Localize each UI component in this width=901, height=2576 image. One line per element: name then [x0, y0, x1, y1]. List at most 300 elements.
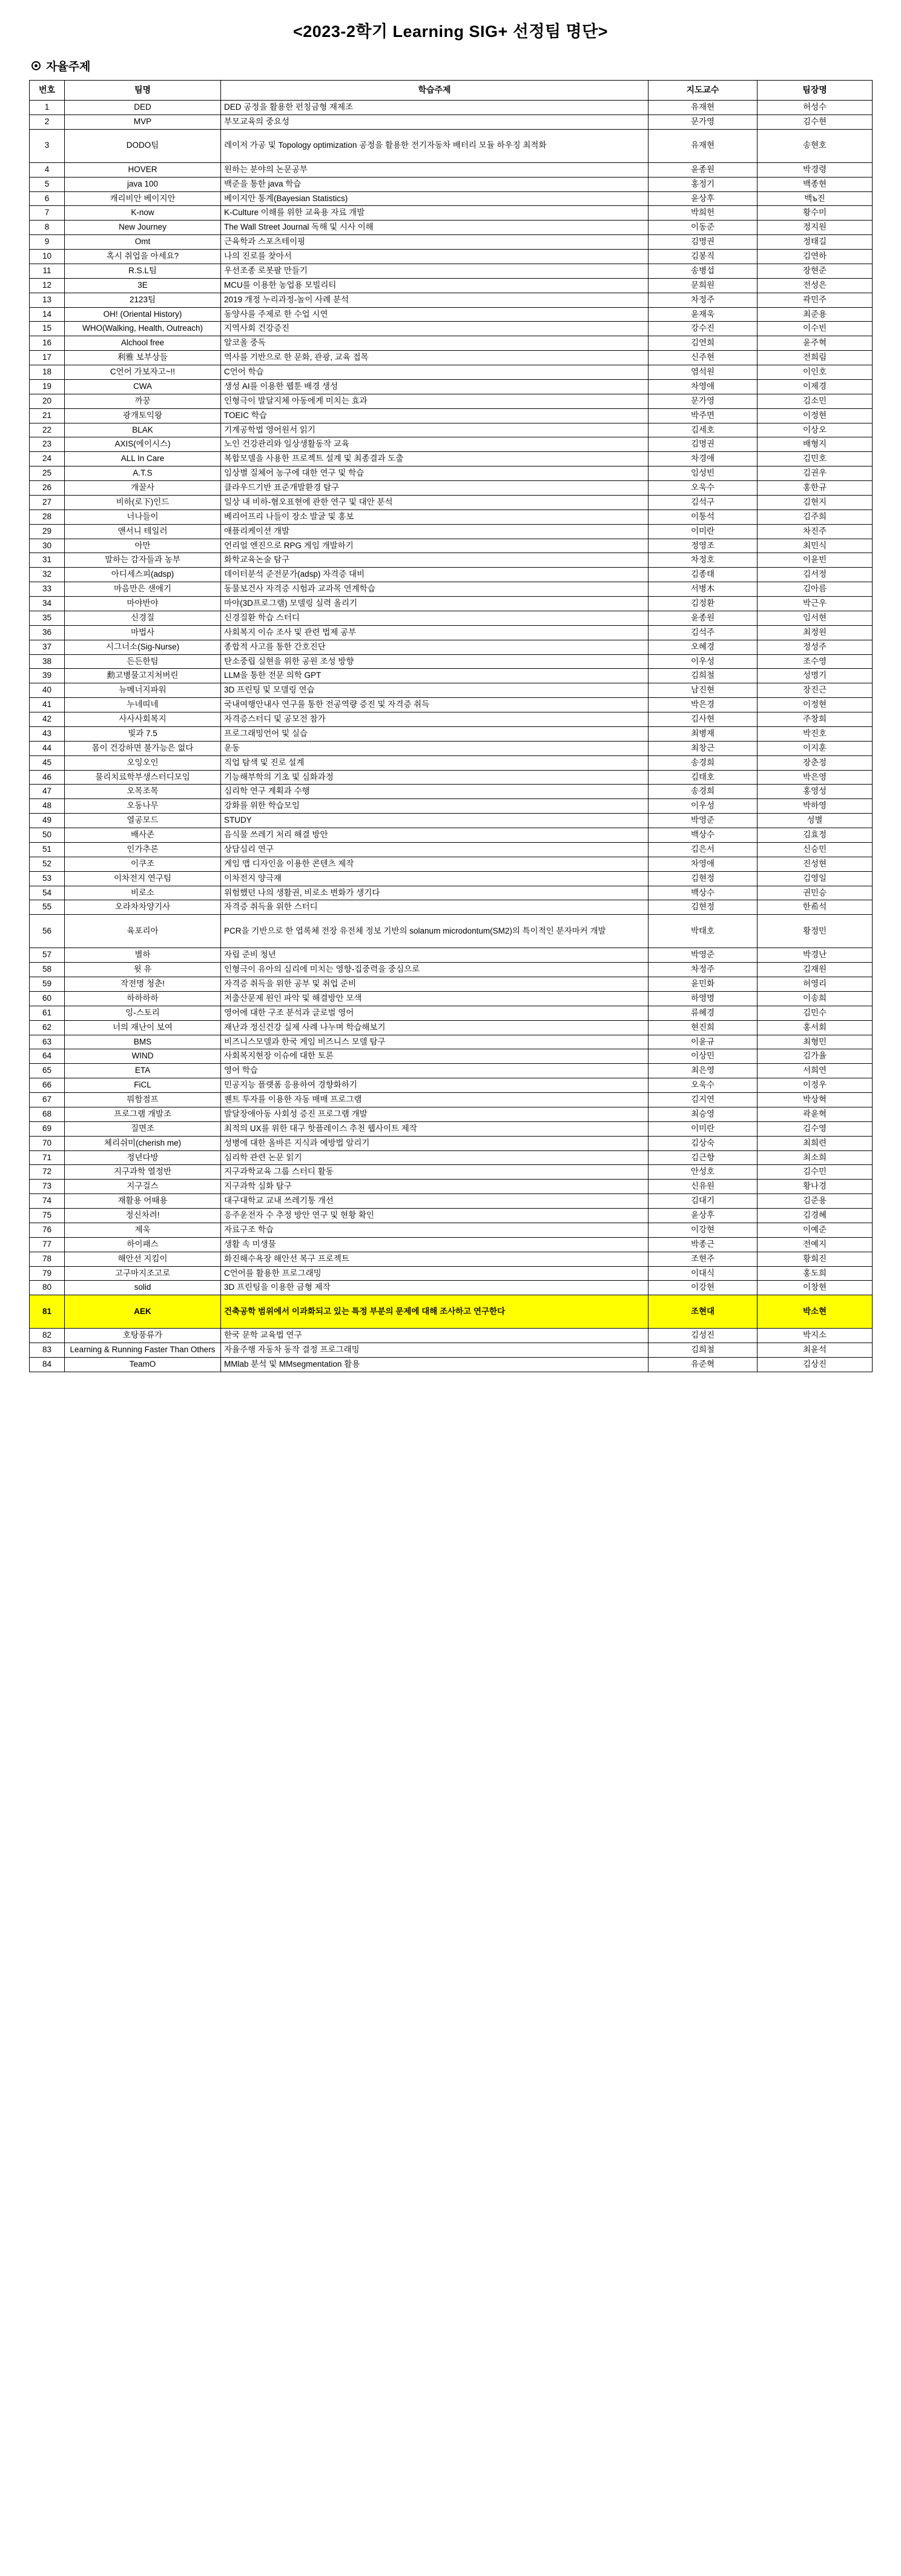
cell-no: 58: [30, 963, 65, 977]
cell-leader: 전희림: [757, 351, 873, 365]
cell-leader: 정지원: [757, 221, 873, 235]
cell-topic: MCU를 이용한 농업용 모빌리티: [221, 278, 649, 293]
cell-team: 혹시 취업을 아세요?: [65, 250, 221, 264]
cell-topic: 나의 진로를 찾아서: [221, 250, 649, 264]
cell-leader: 박지소: [757, 1329, 873, 1343]
cell-team: WHO(Walking, Health, Outreach): [65, 322, 221, 336]
cell-professor: 이윤규: [649, 1035, 757, 1049]
cell-topic: 퀜트 투자를 이용한 자동 매매 프로그램: [221, 1093, 649, 1107]
cell-no: 29: [30, 524, 65, 539]
cell-team: 열공모드: [65, 814, 221, 828]
cell-topic: 발달장애아동 사회성 증진 프로그램 개발: [221, 1107, 649, 1121]
cell-no: 10: [30, 250, 65, 264]
cell-no: 18: [30, 365, 65, 380]
cell-leader: 김효정: [757, 828, 873, 843]
cell-team: Alchool free: [65, 336, 221, 351]
cell-professor: 차정주: [649, 963, 757, 977]
cell-team: 뭐함점프: [65, 1093, 221, 1107]
cell-leader: 최윤석: [757, 1343, 873, 1358]
cell-team: 시그너소(Sig-Nurse): [65, 640, 221, 654]
table-row: [30, 698, 873, 712]
cell-no: 81: [30, 1295, 65, 1329]
cell-no: 3: [30, 129, 65, 162]
table-row: [30, 1165, 873, 1180]
cell-team: 말하는 감자들과 농부: [65, 553, 221, 568]
cell-leader: 허성수: [757, 101, 873, 115]
table-row: [30, 1343, 873, 1358]
cell-team: 질면조: [65, 1121, 221, 1136]
cell-leader: 곽민주: [757, 293, 873, 307]
cell-team: K-now: [65, 206, 221, 221]
table-row: [30, 394, 873, 408]
cell-no: 36: [30, 625, 65, 640]
cell-no: 14: [30, 307, 65, 322]
cell-leader: 김경혜: [757, 1209, 873, 1223]
cell-team: 비로소: [65, 886, 221, 900]
table-row: [30, 481, 873, 496]
cell-topic: TOEIC 학습: [221, 408, 649, 423]
cell-no: 7: [30, 206, 65, 221]
cell-team: AXIS(에이시스): [65, 437, 221, 452]
cell-leader: 김수영: [757, 1121, 873, 1136]
cell-leader: 김아름: [757, 582, 873, 597]
cell-team: New Journey: [65, 221, 221, 235]
cell-leader: 주창희: [757, 712, 873, 727]
cell-leader: 윤주혁: [757, 336, 873, 351]
cell-no: 63: [30, 1035, 65, 1049]
cell-no: 42: [30, 712, 65, 727]
cell-professor: 김명권: [649, 235, 757, 250]
table-row: [30, 1252, 873, 1266]
cell-professor: 현진희: [649, 1020, 757, 1035]
cell-team: FiCL: [65, 1078, 221, 1093]
cell-team: DODO팀: [65, 129, 221, 162]
cell-topic: 노인 건강관리와 일상생활동작 교육: [221, 437, 649, 452]
cell-leader: 최민식: [757, 539, 873, 553]
cell-topic: 역사를 기반으로 한 문화, 관광, 교육 접목: [221, 351, 649, 365]
cell-no: 59: [30, 977, 65, 992]
cell-no: 77: [30, 1237, 65, 1252]
cell-no: 6: [30, 191, 65, 206]
cell-leader: 김연하: [757, 250, 873, 264]
cell-team: MVP: [65, 115, 221, 129]
cell-no: 22: [30, 423, 65, 437]
cell-professor: 정영조: [649, 539, 757, 553]
cell-no: 17: [30, 351, 65, 365]
table-row: [30, 625, 873, 640]
cell-topic: 민공지능 플랫폼 응용하여 경향화하기: [221, 1078, 649, 1093]
cell-topic: 한국 문학 교육법 연구: [221, 1329, 649, 1343]
cell-professor: 윤재욱: [649, 307, 757, 322]
table-row: [30, 322, 873, 336]
cell-leader: 김현지: [757, 495, 873, 510]
cell-no: 61: [30, 1006, 65, 1020]
cell-topic: 클라우드기반 표준개발환경 탐구: [221, 481, 649, 496]
section-header: [31, 58, 872, 74]
cell-professor: 백상수: [649, 886, 757, 900]
cell-leader: 곽윤혁: [757, 1107, 873, 1121]
cell-topic: 언리얼 엔진으로 RPG 게임 개발하기: [221, 539, 649, 553]
cell-topic: 사회복지 이슈 조사 및 관련 법제 공부: [221, 625, 649, 640]
cell-leader: 최소희: [757, 1150, 873, 1165]
cell-team: 너나들이: [65, 510, 221, 524]
cell-no: 12: [30, 278, 65, 293]
cell-professor: 이미란: [649, 1121, 757, 1136]
table-row: [30, 741, 873, 755]
cell-team: 뉴메너지파워: [65, 683, 221, 698]
cell-leader: 박경령: [757, 162, 873, 177]
cell-no: 40: [30, 683, 65, 698]
cell-professor: 최은영: [649, 1064, 757, 1078]
cell-leader: 황희진: [757, 1252, 873, 1266]
cell-professor: 오욱수: [649, 1078, 757, 1093]
cell-professor: 박태호: [649, 915, 757, 948]
cell-topic: 저출산문제 원인 파악 및 해결방안 모색: [221, 991, 649, 1006]
cell-team: 호탕풍류가: [65, 1329, 221, 1343]
table-row: [30, 539, 873, 553]
table-row: [30, 568, 873, 582]
cell-topic: 위험했던 나의 생활권, 비로소 변화가 생기다: [221, 886, 649, 900]
cell-team: 아만: [65, 539, 221, 553]
cell-topic: The Wall Street Journal 독해 및 시사 이해: [221, 221, 649, 235]
cell-no: 27: [30, 495, 65, 510]
cell-leader: 김수현: [757, 115, 873, 129]
cell-no: 66: [30, 1078, 65, 1093]
table-row: [30, 466, 873, 481]
cell-no: 67: [30, 1093, 65, 1107]
cell-no: 54: [30, 886, 65, 900]
cell-no: 48: [30, 799, 65, 814]
cell-topic: 애플리케이션 개발: [221, 524, 649, 539]
cell-topic: 생활 속 미생물: [221, 1237, 649, 1252]
cell-no: 4: [30, 162, 65, 177]
cell-team: A.T.S: [65, 466, 221, 481]
cell-topic: 음식물 쓰레기 처리 해결 방안: [221, 828, 649, 843]
cell-professor: 송경희: [649, 755, 757, 770]
table-row: [30, 162, 873, 177]
cell-topic: 근육학과 스포츠테이핑: [221, 235, 649, 250]
cell-professor: 이우성: [649, 654, 757, 669]
table-row: [30, 726, 873, 741]
table-row: [30, 1136, 873, 1150]
table-row: [30, 1358, 873, 1372]
cell-leader: 조수영: [757, 654, 873, 669]
cell-leader: 김재원: [757, 963, 873, 977]
cell-leader: 송현호: [757, 129, 873, 162]
cell-leader: 신승민: [757, 842, 873, 857]
table-row: [30, 177, 873, 191]
cell-topic: 자격증 취득율 위한 스터디: [221, 900, 649, 915]
table-row: [30, 129, 873, 162]
cell-professor: 차영애: [649, 857, 757, 871]
cell-team: 육포리아: [65, 915, 221, 948]
section-title: 자율주제: [46, 61, 91, 73]
cell-professor: 윤민화: [649, 977, 757, 992]
cell-no: 57: [30, 948, 65, 963]
cell-no: 5: [30, 177, 65, 191]
cell-professor: 김현정: [649, 900, 757, 915]
cell-professor: 이동준: [649, 221, 757, 235]
cell-topic: 마야(3D프로그램) 모델링 실력 올리기: [221, 597, 649, 611]
table-row: [30, 206, 873, 221]
cell-professor: 유재현: [649, 101, 757, 115]
cell-leader: 김수민: [757, 1165, 873, 1180]
cell-professor: 최창근: [649, 741, 757, 755]
cell-topic: 강화를 위한 학습모임: [221, 799, 649, 814]
table-row: [30, 250, 873, 264]
cell-professor: 김희철: [649, 669, 757, 683]
cell-professor: 문희원: [649, 278, 757, 293]
cell-professor: 백상수: [649, 828, 757, 843]
cell-team: TeamO: [65, 1358, 221, 1372]
cell-team: java 100: [65, 177, 221, 191]
cell-no: 33: [30, 582, 65, 597]
cell-team: 제욱: [65, 1223, 221, 1237]
table-row: [30, 1295, 873, 1329]
cell-professor: 하영명: [649, 991, 757, 1006]
cell-professor: 문가영: [649, 115, 757, 129]
table-row: [30, 640, 873, 654]
table-row: [30, 307, 873, 322]
cell-topic: 베이지안 통계(Bayesian Statistics): [221, 191, 649, 206]
cell-leader: 김가율: [757, 1049, 873, 1064]
table-row: [30, 755, 873, 770]
cell-no: 24: [30, 452, 65, 466]
cell-leader: 이인호: [757, 365, 873, 380]
table-row: [30, 379, 873, 394]
cell-topic: 상담심리 연구: [221, 842, 649, 857]
cell-leader: 이창현: [757, 1281, 873, 1295]
cell-professor: 김성진: [649, 1329, 757, 1343]
cell-professor: 최병재: [649, 726, 757, 741]
cell-professor: 홍정기: [649, 177, 757, 191]
cell-professor: 김현정: [649, 871, 757, 886]
cell-team: 지구과학 열정반: [65, 1165, 221, 1180]
table-row: [30, 1281, 873, 1295]
cell-no: 25: [30, 466, 65, 481]
cell-leader: 김민호: [757, 452, 873, 466]
table-row: [30, 683, 873, 698]
cell-professor: 차정호: [649, 553, 757, 568]
table-row: [30, 1329, 873, 1343]
cell-team: HOVER: [65, 162, 221, 177]
roster-table: [29, 80, 873, 1372]
cell-no: 2: [30, 115, 65, 129]
cell-professor: 김명권: [649, 437, 757, 452]
table-row: [30, 770, 873, 785]
cell-topic: 비즈니스모델과 한국 게임 비즈니스 모델 탐구: [221, 1035, 649, 1049]
cell-topic: 탄소중립 실현을 위한 공원 조성 방향: [221, 654, 649, 669]
cell-topic: 영어 학습: [221, 1064, 649, 1078]
cell-team: 고구마지조고로: [65, 1266, 221, 1281]
cell-leader: 김서정: [757, 568, 873, 582]
cell-professor: 김근향: [649, 1150, 757, 1165]
cell-professor: 박은경: [649, 698, 757, 712]
cell-leader: 홍영성: [757, 785, 873, 799]
cell-team: 정신차려!: [65, 1209, 221, 1223]
column-header-no: 번호: [30, 81, 65, 101]
cell-leader: 김준용: [757, 1194, 873, 1209]
cell-team: DED: [65, 101, 221, 115]
table-row: [30, 886, 873, 900]
cell-leader: 김권우: [757, 466, 873, 481]
cell-professor: 최승영: [649, 1107, 757, 1121]
cell-no: 31: [30, 553, 65, 568]
table-row: [30, 814, 873, 828]
cell-no: 53: [30, 871, 65, 886]
cell-team: CWA: [65, 379, 221, 394]
cell-leader: 박경난: [757, 948, 873, 963]
table-row: [30, 857, 873, 871]
cell-topic: 운동: [221, 741, 649, 755]
cell-team: Learning & Running Faster Than Others: [65, 1343, 221, 1358]
cell-topic: 레이저 가공 및 Topology optimization 공정을 활용한 전기자동차 배터리 모듈 하우징 최적화: [221, 129, 649, 162]
table-row: [30, 510, 873, 524]
cell-topic: 프로그래밍언어 및 실습: [221, 726, 649, 741]
cell-professor: 오혜경: [649, 640, 757, 654]
cell-leader: 이송희: [757, 991, 873, 1006]
cell-team: 까꿍: [65, 394, 221, 408]
cell-team: 빛과 7.5: [65, 726, 221, 741]
table-row: [30, 654, 873, 669]
cell-professor: 윤종원: [649, 611, 757, 625]
cell-leader: 배형지: [757, 437, 873, 452]
cell-topic: 인형극이 발달지체 아동에게 미치는 효과: [221, 394, 649, 408]
cell-professor: 박종근: [649, 1237, 757, 1252]
cell-topic: 영어에 대한 구조 분석과 글로벌 영어: [221, 1006, 649, 1020]
cell-team: OH! (Oriental History): [65, 307, 221, 322]
cell-team: 이쿠조: [65, 857, 221, 871]
table-row: [30, 1209, 873, 1223]
cell-topic: 신경질환 학습 스터디: [221, 611, 649, 625]
cell-team: 체리쉬미(cherish me): [65, 1136, 221, 1150]
cell-team: 마음만은 샌애기: [65, 582, 221, 597]
cell-no: 1: [30, 101, 65, 115]
table-row: [30, 1020, 873, 1035]
cell-no: 45: [30, 755, 65, 770]
cell-no: 60: [30, 991, 65, 1006]
cell-leader: 박근우: [757, 597, 873, 611]
cell-professor: 신유원: [649, 1180, 757, 1194]
cell-professor: 김종태: [649, 568, 757, 582]
table-row: [30, 408, 873, 423]
cell-leader: 홍도희: [757, 1266, 873, 1281]
cell-leader: 이정우: [757, 1078, 873, 1093]
cell-team: 오라차차양기사: [65, 900, 221, 915]
cell-no: 79: [30, 1266, 65, 1281]
cell-topic: 동양사를 주제로 한 수업 시연: [221, 307, 649, 322]
cell-no: 46: [30, 770, 65, 785]
cell-team: 마야반야: [65, 597, 221, 611]
table-row: [30, 597, 873, 611]
cell-topic: 자립 준비 청년: [221, 948, 649, 963]
cell-professor: 박주면: [649, 408, 757, 423]
cell-topic: 백준을 통한 java 학습: [221, 177, 649, 191]
cell-leader: 정태길: [757, 235, 873, 250]
cell-professor: 윤종원: [649, 162, 757, 177]
cell-topic: 3D 프린팅을 이용한 금형 제작: [221, 1281, 649, 1295]
column-header-topic: 학습주제: [221, 81, 649, 101]
cell-professor: 이우성: [649, 799, 757, 814]
cell-topic: 화학교육논술 탐구: [221, 553, 649, 568]
cell-no: 68: [30, 1107, 65, 1121]
cell-team: WIND: [65, 1049, 221, 1064]
cell-team: 신경질: [65, 611, 221, 625]
cell-leader: 박진호: [757, 726, 873, 741]
cell-leader: 황나경: [757, 1180, 873, 1194]
cell-professor: 염석원: [649, 365, 757, 380]
cell-professor: 김봉직: [649, 250, 757, 264]
cell-leader: 이윤빈: [757, 553, 873, 568]
cell-leader: 이상오: [757, 423, 873, 437]
cell-no: 70: [30, 1136, 65, 1150]
cell-leader: 백종현: [757, 177, 873, 191]
cell-team: Omt: [65, 235, 221, 250]
cell-topic: 이차전지 양극재: [221, 871, 649, 886]
cell-no: 47: [30, 785, 65, 799]
cell-no: 44: [30, 741, 65, 755]
table-row: [30, 293, 873, 307]
cell-team: 작전명 청춘!: [65, 977, 221, 992]
table-row: [30, 278, 873, 293]
cell-team: C언어 가보자고~!!: [65, 365, 221, 380]
cell-team: 이차전지 연구팀: [65, 871, 221, 886]
table-row: [30, 336, 873, 351]
cell-team: 지구걸스: [65, 1180, 221, 1194]
cell-team: BMS: [65, 1035, 221, 1049]
cell-topic: LLM을 통한 전문 의학 GPT: [221, 669, 649, 683]
cell-no: 37: [30, 640, 65, 654]
cell-topic: 기능해부학의 기초 및 심화과정: [221, 770, 649, 785]
cell-professor: 조현주: [649, 1252, 757, 1266]
cell-professor: 김석주: [649, 625, 757, 640]
cell-professor: 윤상후: [649, 1209, 757, 1223]
table-row: [30, 1150, 873, 1165]
cell-no: 72: [30, 1165, 65, 1180]
roster-table-body: [30, 101, 873, 1372]
table-row: [30, 452, 873, 466]
cell-professor: 김지연: [649, 1093, 757, 1107]
cell-topic: 자료구조 학습: [221, 1223, 649, 1237]
cell-professor: 강수진: [649, 322, 757, 336]
cell-topic: 자율주행 자동차 동작 결정 프로그래밍: [221, 1343, 649, 1358]
cell-topic: 임상별 질체어 농구에 대한 연구 및 학습: [221, 466, 649, 481]
cell-professor: 조현대: [649, 1295, 757, 1329]
cell-no: 65: [30, 1064, 65, 1078]
cell-topic: 부모교육의 중요성: [221, 115, 649, 129]
cell-professor: 차정주: [649, 293, 757, 307]
cell-topic: 종합적 사고를 통한 간호진단: [221, 640, 649, 654]
cell-team: 마법사: [65, 625, 221, 640]
cell-team: 해안선 지킴이: [65, 1252, 221, 1266]
table-row: [30, 101, 873, 115]
cell-leader: 최정원: [757, 625, 873, 640]
cell-leader: 김영일: [757, 871, 873, 886]
cell-team: ALL In Care: [65, 452, 221, 466]
cell-professor: 차경애: [649, 452, 757, 466]
cell-professor: 이통석: [649, 510, 757, 524]
cell-no: 56: [30, 915, 65, 948]
cell-topic: 우선조종 로봇팔 만들기: [221, 264, 649, 278]
cell-leader: 서희연: [757, 1064, 873, 1078]
cell-topic: 인형극이 유아의 심리에 미치는 영향-집중력을 중심으로: [221, 963, 649, 977]
cell-professor: 박희헌: [649, 206, 757, 221]
cell-leader: 한希석: [757, 900, 873, 915]
cell-topic: 화진해수욕장 해안선 복구 프로젝트: [221, 1252, 649, 1266]
cell-professor: 김대기: [649, 1194, 757, 1209]
table-row: [30, 582, 873, 597]
cell-team: 윗 유: [65, 963, 221, 977]
